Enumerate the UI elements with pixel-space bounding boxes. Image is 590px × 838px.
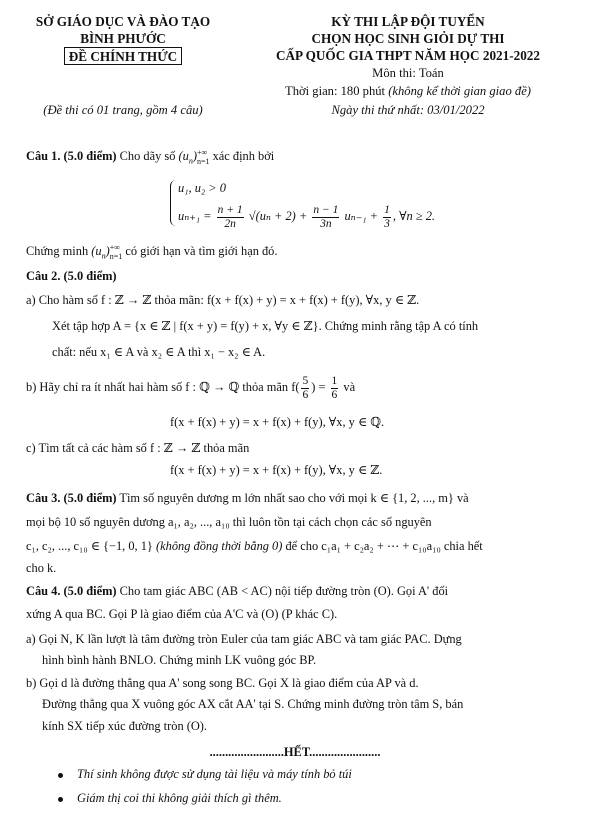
official-label-wrap [28,48,218,66]
q3-line1: Câu 3. (5.0 điểm) Tìm số nguyên dương m lớn nhất sao cho với mọi k ∈ {1, 2, ..., m} và [26,491,469,505]
frac-one-third: $\frac{1}{3}$ [384,203,390,230]
page-note: (Đề thi có 01 trang, gồm 4 câu) [43,103,203,117]
q4-a-line2: hình bình hành BNLO. Chứng minh LK vuông góc BP. [42,653,317,667]
department-line-1: SỞ GIÁO DỤC VÀ ĐÀO TẠO [35,14,211,29]
q2-c-line1: c) Tìm tất cả các hàm số f : ℤ → ℤ thỏa mãn [26,441,250,455]
bullet-icon [58,773,63,778]
frac-five-sixths: $\frac{5}{6}$ [302,374,309,401]
frac-n-plus-1: $\frac{n + 1}{2n}$ [217,203,243,230]
q1-intro: Câu 1. (5.0 điểm) Cho dãy số $(u_n)$ +∞ n=1 xác định bởi [26,148,275,167]
q4-b-line3: kính SX tiếp xúc đường tròn (O). [42,719,208,733]
q4-line1: Câu 4. (5.0 điểm) Cho tam giác ABC (AB < AC) nội tiếp đường tròn (O). Gọi A' đối [26,584,449,598]
q4-line2: xứng A qua BC. Gọi P là giao điểm của A'C và (O) (P khác C). [26,607,338,621]
q2-c-equation: f(x + f(x) + y) = x + f(x) + f(y), ∀x, y ∈ ℤ. [170,463,383,477]
bullet-icon [58,797,63,802]
frac-one-sixth: $\frac{1}{6}$ [331,374,338,401]
time-label: Thời gian: 180 phút [285,84,386,98]
q2-b-equation: f(x + f(x) + y) = x + f(x) + f(y), ∀x, y ∈ ℚ. [170,415,385,429]
q2-a-line2: Xét tập hợp A = {x ∈ ℤ | f(x + y) = f(y) + x, ∀y ∈ ℤ}. Chứng minh rằng tập A có tính [52,319,479,333]
q2-a-line3: chất: nếu x₁ ∈ A và x₂ ∈ A thì x₁ − x₂ ∈ A. [52,345,266,359]
q1-recurrence: uₙ₊₁ = $\frac{n + 1}{2n}$ √(uₙ + 2) + $\frac{n - 1}{3n}$ uₙ₋₁ + $\frac{1}{3}$ , ∀n ≥ 2. [178,203,436,230]
exam-title-3: CẤP QUỐC GIA THPT NĂM HỌC 2021-2022 [275,48,540,63]
q1-condition: u₁, u₂ > 0 [178,181,226,195]
q1-label: Câu 1. (5.0 điểm) [26,149,117,163]
q4-b-line1: b) Gọi d là đường thẳng qua A' song song BC. Gọi X là giao điểm của AP và d. [26,676,419,690]
q3-line4: cho k. [26,561,57,575]
department-line-2: BÌNH PHƯỚC [80,31,166,46]
q1-prove: Chứng minh $(u_n)$ +∞ n=1 có giới hạn và tìm giới hạn đó. [26,243,278,262]
q3-label: Câu 3. (5.0 điểm) [26,491,117,505]
q2-b-line1: b) Hãy chỉ ra ít nhất hai hàm số f : ℚ → ℚ thỏa mãn f( $\frac{5}{6}$ ) = $\frac{1}{6}$ và [26,374,356,401]
end-mark: ........................HẾT....................... [209,745,381,759]
exam-date: Ngày thi thứ nhất: 03/01/2022 [331,103,485,117]
subject: Môn thi: Toán [372,66,444,80]
q4-b-line2: Đường thẳng qua X vuông góc AX cắt AA' tại S. Chứng minh đường tròn tâm S, bán [42,697,464,711]
time-note: (không kể thời gian giao đề) [388,84,531,98]
footer-note-1: Thí sinh không được sử dụng tài liệu và máy tính bỏ túi [58,766,352,782]
footer-note-2: Giám thị coi thi không giải thích gì thêm. [58,790,282,806]
frac-n-minus-1: $\frac{n - 1}{3n}$ [313,203,339,230]
q4-label: Câu 4. (5.0 điểm) [26,584,117,598]
q2-label: Câu 2. (5.0 điểm) [26,269,117,283]
q2-a-line1: a) Cho hàm số f : ℤ → ℤ thỏa mãn: f(x + f(x) + y) = x + f(x) + f(y), ∀x, y ∈ ℤ. [26,293,420,307]
q3-line2: mọi bộ 10 số nguyên dương a₁, a₂, ..., a₁₀ thì luôn tồn tại cách chọn các số nguyên [26,515,432,529]
exam-title-1: KỲ THI LẬP ĐỘI TUYỂN [331,14,485,29]
official-label: ĐỀ CHÍNH THỨC [64,47,182,65]
time-line [248,84,568,99]
q3-line3: c₁, c₂, ..., c₁₀ ∈ {−1, 0, 1} (không đồng thời bằng 0) để cho c₁a₁ + c₂a₂ + ⋯ + c₁₀a₁₀ chia hết [26,539,483,553]
exam-title-2: CHỌN HỌC SINH GIỎI DỰ THI [311,31,505,46]
q4-a-line1: a) Gọi N, K lần lượt là tâm đường tròn Euler của tam giác ABC và tam giác PAC. Dựng [26,632,462,646]
system-brace [170,180,177,226]
